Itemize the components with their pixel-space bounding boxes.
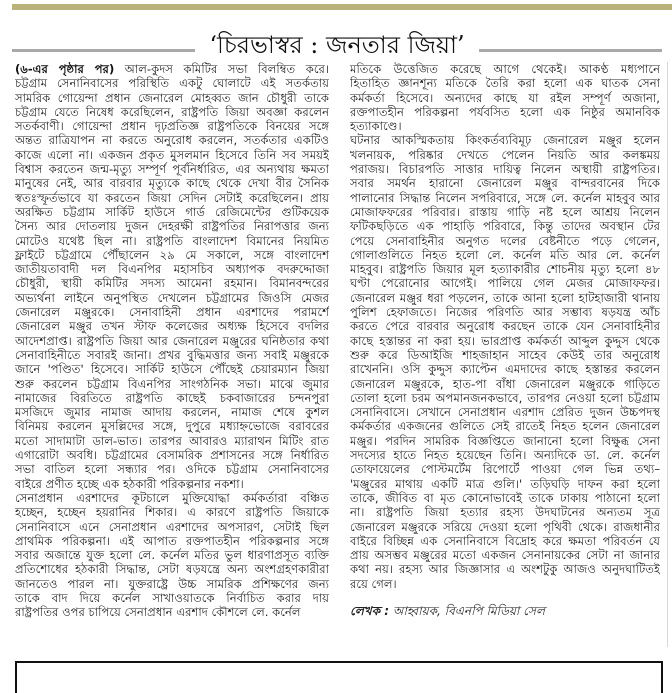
text-line bbox=[350, 462, 660, 476]
text-line bbox=[15, 477, 329, 491]
text-line bbox=[15, 176, 329, 190]
line-text: তাকে, জীবিত বা মৃত কোনোভাবেই তাকে ঢাকায় পাঠানো হলো bbox=[350, 490, 660, 505]
top-color-bar bbox=[12, 4, 672, 10]
line-text: পরাজয়। বিচারপতি সাত্তার দায়িত্ব নিলেন অস্থায়ী রাষ্ট্রপতির। bbox=[350, 162, 660, 177]
text-line bbox=[15, 462, 329, 476]
text-line bbox=[350, 548, 660, 562]
text-line bbox=[350, 348, 660, 362]
text-line bbox=[350, 276, 660, 290]
line-text: মাহবুব। রাষ্ট্রপতি জিয়ার মূল হত্যাকারীর শোচনীয় মৃত্যু হলো ৪৮ bbox=[350, 262, 660, 277]
text-line bbox=[350, 262, 660, 276]
line-text: পুলিশ হেফাজতে। নিজের পরিণতি আর সম্ভাব্য ষড়যন্ত্র আঁচ bbox=[350, 305, 660, 320]
line-text: হত্যাকাণ্ডে। bbox=[350, 119, 402, 134]
text-line bbox=[15, 119, 329, 133]
line-text: কথা নয়। রহস্য আর জিজ্ঞাসার এ অংশটুকু আজও অনুদঘাটিতই bbox=[350, 562, 660, 577]
text-line bbox=[15, 562, 329, 576]
text-line bbox=[350, 362, 660, 376]
text-line bbox=[15, 377, 329, 391]
line-text: মোজাফফরের পরিবার। রাস্তায় গাড়ি নষ্ট হলে আশ্রয় নিলেন bbox=[350, 204, 660, 219]
author-text: আহ্বায়ক, বিএনপি মিডিয়া সেল bbox=[392, 603, 545, 618]
text-line bbox=[350, 76, 660, 90]
line-text: ঘটনার আকস্মিকতায় কিংকর্তব্যবিমূঢ় জেনারেল মঞ্জুর হলেন bbox=[350, 133, 660, 148]
line-text: সবার সমর্থন হারানো জেনারেল মঞ্জুর বান্দরবানের দিকে bbox=[350, 176, 660, 191]
text-line bbox=[15, 419, 329, 433]
text-line bbox=[350, 162, 660, 176]
line-text: সভা বাতিল হলো সন্ধ্যার পর। ওদিকে চট্টগ্রাম সেনানিবাসের bbox=[15, 462, 329, 477]
line-text: সেনানিবাসে এনে সেনাপ্রধান এরশাদের অপসারণ, সেটাই ছিল bbox=[15, 519, 329, 534]
line-text: সেনাবাহিনীতে সবারই জানা। প্রখর বুদ্ধিমত্তার জন্য সবাই মঞ্জুরকে bbox=[15, 347, 329, 362]
text-line bbox=[15, 62, 329, 76]
line-text: খলনায়ক, পরিষ্কার দেখতে পেলেন নিয়তি আর কলঙ্কময় bbox=[350, 147, 660, 162]
line-text: চট্টগ্রাম যেতে নিষেধ করেছিলেন, রাষ্ট্রপতি জিয়া অবজ্ঞা করলেন bbox=[15, 104, 329, 119]
line-text: আল-কুদস কমিটির সভা বিলম্বিত করে। bbox=[124, 62, 329, 76]
article-column-right bbox=[350, 62, 660, 618]
line-text: প্রাথমিক পরিকল্পনা। এই আপাত রক্তপাতহীন পরিকল্পনার সঙ্গে bbox=[15, 533, 329, 548]
line-text: চৌধুরী, স্থায়ী কমিটির সদস্য আমেনা রহমান। বিমানবন্দরের bbox=[15, 276, 329, 291]
line-text: ফ্লাইটে চট্টগ্রামে পৌঁছালেন ২৯ মে সকালে, সঙ্গে বাংলাদেশ bbox=[15, 247, 329, 262]
line-text: চট্টগ্রাম সেনানিবাসের পরিস্থিতি একটু ঘোলাটে এই সতর্কতায় bbox=[15, 76, 329, 91]
author-credit bbox=[350, 604, 660, 618]
text-line bbox=[350, 434, 660, 448]
text-line bbox=[15, 291, 329, 305]
text-line bbox=[350, 419, 660, 433]
text-line bbox=[350, 205, 660, 219]
text-line bbox=[350, 176, 660, 190]
line-text: পেয়ে সেনাবাহিনীর অনুগত দলের বেষ্টনীতে পড়ে গেলেন, bbox=[350, 233, 660, 248]
line-text: অরক্ষিত চট্টগ্রাম সার্কিট হাউসে গার্ড রেজিমেন্টের গুটিকয়েক bbox=[15, 204, 329, 219]
text-line bbox=[350, 577, 660, 591]
text-line bbox=[15, 334, 329, 348]
text-line bbox=[15, 491, 329, 505]
text-line bbox=[350, 377, 660, 391]
text-line bbox=[350, 334, 660, 348]
line-text: মঞ্জুর। পরদিন সামরিক বিজ্ঞপ্তিতে জানানো হলো বিক্ষুব্ধ সেনা bbox=[350, 433, 660, 448]
text-line bbox=[15, 577, 329, 591]
line-text: মসজিদে জুমার নামাজ আদায় করলেন, নামাজ শেষে কুশল bbox=[15, 405, 329, 420]
line-text: তোলা হলো চরম অপমানজনকভাবে, তারপর নেওয়া হলো চট্টগ্রাম bbox=[350, 390, 660, 405]
text-line bbox=[15, 591, 329, 605]
continuation-lead: (৬-এর পৃষ্ঠার পর) bbox=[15, 62, 115, 76]
line-text: বিশ্বাস করতেন জন্ম-মৃত্যু সম্পূর্ণ পূর্বনির্ধারিত, এর অন্যথায় ক্ষমতা bbox=[15, 162, 329, 177]
line-text: হিতাহিত জ্ঞানশূন্য মতিকে তৈরি করা হলো এক ঘাতক সেনা bbox=[350, 76, 660, 91]
line-text: কর্মকর্তা হিসেবে। অন্যদের কাছে যা রইল সম্পূর্ণ অজানা, bbox=[350, 90, 660, 105]
line-text: জেনারেল মঞ্জুর তখন স্টাফ কলেজের অধ্যক্ষ হিসেবে বদলির bbox=[15, 319, 329, 334]
text-line bbox=[350, 448, 660, 462]
author-label: লেখক : bbox=[350, 603, 390, 618]
text-line bbox=[350, 491, 660, 505]
line-text: জেনারেল মঞ্জুরকে, হাত-পা বাঁধা জেনারেল মঞ্জুরকে গাড়িতে bbox=[350, 376, 660, 391]
text-line bbox=[350, 520, 660, 534]
text-line bbox=[350, 291, 660, 305]
text-line bbox=[15, 162, 329, 176]
line-text: সবার অজান্তে যুক্ত হলো লে. কর্নেল মতির ভুল ধারণাপ্রসূত ব্যক্তি bbox=[15, 548, 329, 563]
line-text: সতর্কবাণী। গোয়েন্দা প্রধান দৃঢ়প্রতিজ্ঞ রাষ্ট্রপতিকে বিনয়ের সঙ্গে bbox=[15, 119, 329, 134]
line-text: কর্মকর্তার একজনের গুলিতে সেই রাতেই নিহত হলেন জেনারেল bbox=[350, 419, 660, 434]
line-text: জাতীয়তাবাদী দল বিএনপির মহাসচিব অধ্যাপক বদরুদ্দোজা bbox=[15, 262, 329, 277]
text-line bbox=[15, 434, 329, 448]
text-line bbox=[15, 148, 329, 162]
text-line bbox=[15, 348, 329, 362]
line-text: সেনাপ্রধান এরশাদের কূটচালে মুক্তিযোদ্ধা কর্মকর্তারা বঞ্চিত bbox=[15, 490, 329, 505]
headline-row bbox=[12, 32, 662, 62]
line-text: শুরু করলেন চট্টগ্রাম বিএনপির সাংগঠনিক সভা। মাঝে জুমার bbox=[15, 376, 329, 391]
line-text: 'মঞ্জুরের মাথায় একটি মাত্র গুলি।' তড়িঘড়ি দাফন করা হলো bbox=[350, 476, 660, 491]
text-line bbox=[350, 405, 660, 419]
text-line bbox=[15, 133, 329, 147]
text-line bbox=[15, 105, 329, 119]
line-text: স্বতঃস্ফূর্তভাবে যা করতেন জিয়া সেদিন সেটাই করেছিলেন। প্রায় bbox=[15, 190, 329, 205]
article-headline: ‘চিরভাস্বর : জনতার জিয়া’ bbox=[209, 31, 465, 59]
text-line bbox=[15, 534, 329, 548]
line-text: সৈন্য আর দোতলায় দুজন দেহরক্ষী রাষ্ট্রপতির নিরাপত্তার জন্য bbox=[15, 219, 329, 234]
text-line bbox=[15, 520, 329, 534]
line-text: সামরিক গোয়েন্দা প্রধান জেনারেল মোহব্বত জান চৌধুরী তাকে bbox=[15, 90, 329, 105]
line-text: এগারোটা অবধি। চট্টগ্রামের বেসামরিক প্রশাসনের সঙ্গে নির্ধারিত bbox=[15, 448, 329, 463]
line-text: রয়ে গেল। bbox=[350, 576, 397, 591]
line-text: মানুষের নেই, আর বারবার মৃত্যুকে কাছে থেকে দেখা বীর সৈনিক bbox=[15, 176, 329, 191]
text-line bbox=[15, 505, 329, 519]
line-text: জানতেও পারল না। যুক্তরাষ্ট্রে উচ্চ সামরিক প্রশিক্ষণের জন্য bbox=[15, 576, 329, 591]
line-text: না। রাষ্ট্রপতি জিয়া হত্যার রহস্য উদঘাটনের অন্যতম সূত্র bbox=[350, 505, 660, 520]
line-text: হচ্ছেন, হচ্ছেন হয়রানির শিকার। এ কারণে রাষ্ট্রপতি জিয়াকে bbox=[15, 505, 329, 520]
line-text: বিনিময় করলেন মুসল্লিদের সঙ্গে, দুপুরে মধ্যাহ্নভোজে বরাবরের bbox=[15, 419, 329, 434]
text-line bbox=[350, 305, 660, 319]
line-text: তোফায়েলের পোস্টমর্টেম রিপোর্টে পাওয়া গেল ভিন্ন তথ্য– bbox=[350, 462, 660, 477]
text-line bbox=[15, 548, 329, 562]
text-line bbox=[350, 505, 660, 519]
text-line bbox=[15, 605, 329, 619]
line-text: শুরু করে ডিআইজি শাহজাহান সাহেব কেউই তার অনুরোধ bbox=[350, 347, 660, 362]
text-line bbox=[350, 91, 660, 105]
text-line bbox=[350, 248, 660, 262]
text-line bbox=[15, 276, 329, 290]
line-text: পালানোর সিদ্ধান্ত নিলেন সপরিবারে, সঙ্গে লে. কর্নেল মাহবুব আর bbox=[350, 190, 660, 205]
text-line bbox=[350, 477, 660, 491]
text-line bbox=[15, 262, 329, 276]
line-text: জেনারেল মঞ্জুরকে। সেনাবাহিনী প্রধান এরশাদের পরামর্শে bbox=[15, 305, 329, 320]
line-text: মোটেও যথেষ্ট ছিল না। রাষ্ট্রপতি বাংলাদেশ বিমানের নিয়মিত bbox=[15, 233, 329, 248]
article-column-left bbox=[15, 62, 329, 620]
line-text: তাকে বাদ দিয়ে কর্নেল সাখাওয়াতকে নির্বাচিত করার দায় bbox=[15, 590, 329, 605]
line-text: বাইরে বিচ্ছিন্ন এক সেনানিবাসে বিদ্রোহ করে ক্ষমতা পরিবর্তন যে bbox=[350, 533, 660, 548]
line-text: রক্তপাতহীন পরিকল্পনা পর্যবসিত হলো এক নিষ্ঠুর অমানবিক bbox=[350, 104, 660, 119]
text-line bbox=[350, 148, 660, 162]
line-text: ঘণ্টা পেরোনোর আগেই। পালিয়ে গেল মেজর মোজাফফর। bbox=[350, 276, 660, 291]
line-text: সদস্যের হাতে নিহত হয়েছেন তিনি। অন্যদিকে ডা. লে. কর্নেল bbox=[350, 448, 660, 463]
text-line bbox=[350, 319, 660, 333]
line-text: করতে পেরে বারবার অনুরোধ করছেন তাকে যেন সেনাবাহিনীর bbox=[350, 319, 660, 334]
text-line bbox=[350, 133, 660, 147]
line-text: গোলাগুলিতে নিহত হলো লে. কর্নেল মতি আর লে. কর্নেল bbox=[350, 247, 660, 262]
text-line bbox=[350, 119, 660, 133]
column-divider bbox=[667, 62, 668, 647]
text-line bbox=[15, 205, 329, 219]
text-line bbox=[350, 391, 660, 405]
text-line bbox=[350, 219, 660, 233]
headline-rule-left bbox=[12, 49, 195, 52]
line-text: রাখেননি। ওসি কুদ্দুস ক্যাপ্টেন এমদাদের কাছে হস্তান্তর করলেন bbox=[350, 362, 660, 377]
line-text: মতিকে উত্তেজিত করেছে আগে থেকেই। আকণ্ঠ মধ্যপানে bbox=[350, 62, 660, 76]
line-text: জানে 'পণ্ডিত' হিসেবে। সার্কিট হাউসে পৌঁছেই চেয়ারম্যান জিয়া bbox=[15, 362, 329, 377]
line-text: ফটিকছড়িতে এক পাহাড়ি পরিবারে, কিন্তু তাদের অবস্থান টের bbox=[350, 219, 660, 234]
text-line bbox=[15, 191, 329, 205]
line-text: আদেশপ্রাপ্ত। রাষ্ট্রপতি জিয়া আর জেনারেল মঞ্জুরের ঘনিষ্ঠতার কথা bbox=[15, 333, 329, 348]
headline-rule-right bbox=[479, 49, 662, 52]
text-line bbox=[15, 362, 329, 376]
text-line bbox=[350, 562, 660, 576]
line-text: রাষ্ট্রপতির ওপর চাপিয়ে সেনাপ্রধান এরশাদ কৌশলে লে. কর্নেল bbox=[15, 605, 301, 620]
text-line bbox=[350, 191, 660, 205]
line-text: নামাজের বিরতিতে রাষ্ট্রপতি কাছেই চকবাজারের চন্দনপুরা bbox=[15, 390, 329, 405]
text-line bbox=[15, 248, 329, 262]
text-line bbox=[15, 234, 329, 248]
text-line bbox=[15, 76, 329, 90]
line-text: কাজে এলো না। একজন প্রকৃত মুসলমান হিসেবে তিনি সব সময়ই bbox=[15, 147, 329, 162]
text-line bbox=[15, 391, 329, 405]
text-line bbox=[350, 62, 660, 76]
text-line bbox=[350, 105, 660, 119]
text-line bbox=[15, 319, 329, 333]
text-line bbox=[15, 219, 329, 233]
text-line bbox=[350, 534, 660, 548]
line-text: প্রায় অসম্ভব মঞ্জুরের মতো একজন সেনানায়কের সেটা না জানার bbox=[350, 548, 660, 563]
line-text: সেনানিবাসে। সেখানে সেনাপ্রধান এরশাদ প্রেরিত দুজন উচ্চপদস্থ bbox=[350, 405, 660, 420]
text-line bbox=[15, 448, 329, 462]
line-text: অন্তত রাত্রিযাপন না করতে অনুরোধ করলেন, সতর্কতার একটিও bbox=[15, 133, 329, 148]
text-line bbox=[15, 405, 329, 419]
line-text: প্রতিশোধের হঠকারী সিদ্ধান্ত, সেটা ষড়যন্ত্রে অন্য অংশগ্রহণকারীরা bbox=[15, 562, 329, 577]
line-text: মতো সাদামাটা ডাল-ভাত। তারপর আবারও ম্যারাথন মিটিং রাত bbox=[15, 433, 329, 448]
line-text: বাইরে প্রণীত হচ্ছে এক হঠকারী পরিকল্পনার নকশা। bbox=[15, 476, 244, 491]
line-text: অভ্যর্থনা লাইনে অনুপস্থিত দেখলেন চট্টগ্রামের জিওসি মেজর bbox=[15, 290, 329, 305]
line-text: জেনারেল মঞ্জুর ধরা পড়লেন, তাকে আনা হলো হাটহাজারী থানায় bbox=[350, 290, 660, 305]
line-text: জেনারেল মঞ্জুরকে সরিয়ে দেওয়া হলো পৃথিবী থেকে। রাজধানীর bbox=[350, 519, 660, 534]
next-article-box bbox=[15, 661, 663, 693]
text-line bbox=[15, 305, 329, 319]
text-line bbox=[15, 91, 329, 105]
line-text: কাছে হস্তান্তর না করা হয়। ভারপ্রাপ্ত কর্মকর্তা আব্দুল কুদ্দুস থেকে bbox=[350, 333, 660, 348]
text-line bbox=[350, 234, 660, 248]
